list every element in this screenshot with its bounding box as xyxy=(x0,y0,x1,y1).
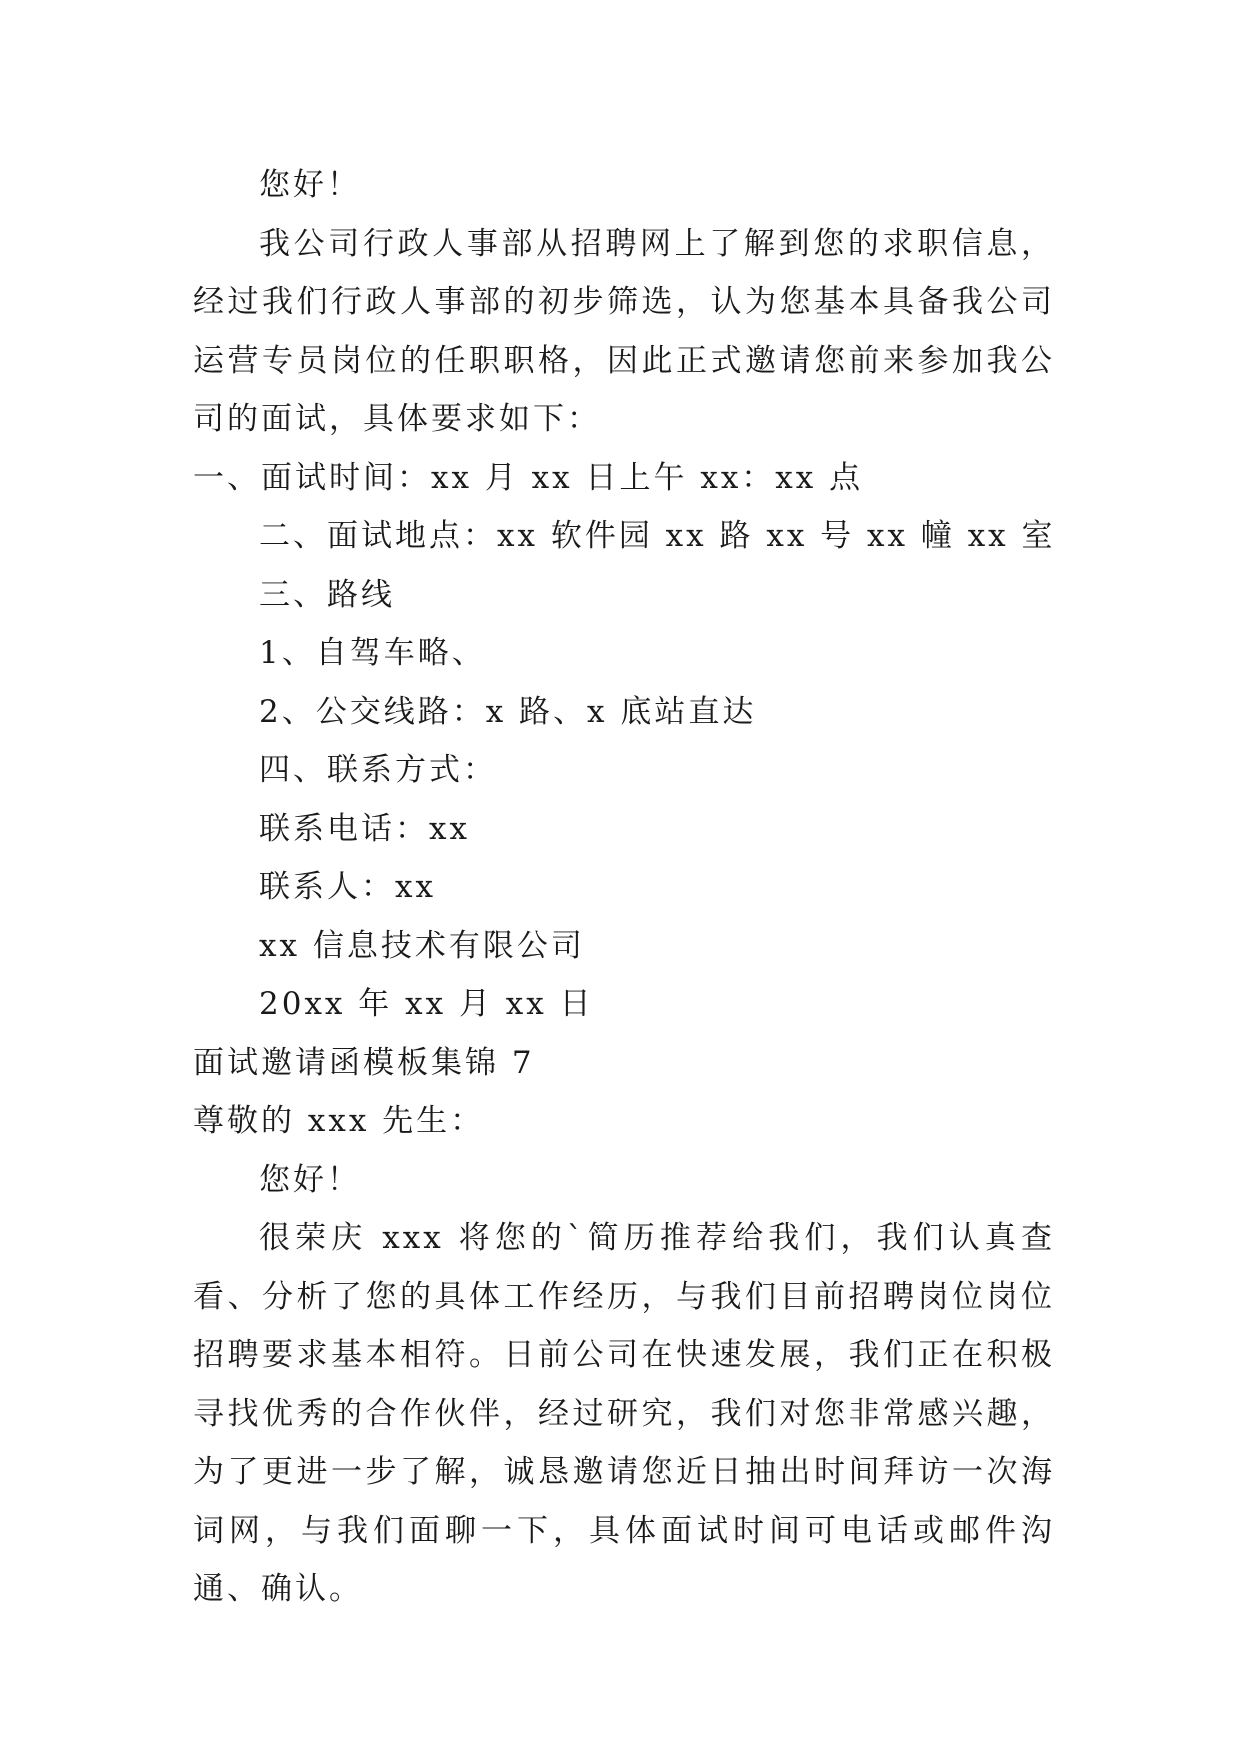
contact-person-line: 联系人：xx xyxy=(259,869,436,905)
company-name-line: xx 信息技术有限公司 xyxy=(259,927,585,964)
section-title: 面试邀请函模板集锦 7 xyxy=(193,1044,535,1081)
body-paragraph-2: 很荣庆 xxx 将您的`简历推荐给我们，我们认真查看、分析了您的具体工作经历，与我们目前招聘岗位岗位招聘要求基本相符。日前公司在快速发展，我们正在积极寻找优秀的合作伙伴，经过研究，我们对您非常感兴趣，为了更进一步了解，诚恳邀请您近日抽出时间拜访一次海词网，与我们面聊一下，具体面试时间可电话或邮件沟通、确认。 xyxy=(193,1220,1055,1607)
date-line: 20xx 年 xx 月 xx 日 xyxy=(259,986,594,1022)
greeting-line: 您好！ xyxy=(259,167,361,203)
contact-phone-line: 联系电话：xx xyxy=(259,810,470,847)
route-heading: 三、路线 xyxy=(259,576,395,613)
route-bus-line: 2、公交线路：x 路、x 底站直达 xyxy=(259,693,757,730)
intro-paragraph: 我公司行政人事部从招聘网上了解到您的求职信息，经过我们行政人事部的初步筛选，认为您基本具备我公司运营专员岗位的任职职格，因此正式邀请您前来参加我公司的面试，具体要求如下： xyxy=(193,225,1055,437)
interview-time-line: 一、面试时间：xx 月 xx 日上午 xx：xx 点 xyxy=(193,459,864,496)
greeting-line-2: 您好！ xyxy=(259,1161,361,1198)
interview-location-line: 二、面试地点：xx 软件园 xx 路 xx 号 xx 幢 xx 室 xyxy=(259,518,1056,554)
salutation-line: 尊敬的 xxx 先生： xyxy=(193,1103,485,1139)
document-body xyxy=(193,156,1055,1619)
contact-heading: 四、联系方式： xyxy=(259,752,497,788)
route-driving-line: 1、自驾车略、 xyxy=(259,635,486,671)
